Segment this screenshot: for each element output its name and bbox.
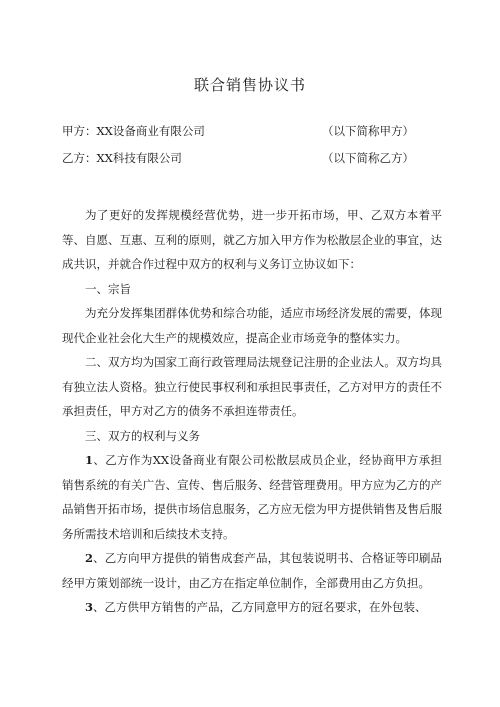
party-a-name: XX设备商业有限公司 <box>96 124 205 138</box>
party-a-alias: （以下简称甲方） <box>322 124 414 138</box>
section-3-heading: 三、双方的权利与义务 <box>85 428 200 443</box>
clause-1-paragraph <box>62 448 442 546</box>
intro-paragraph: 为了更好的发挥规模经营优势，进一步开拓市场，甲、乙双方本着平等、自愿、互惠、互利的原则，就乙方加入甲方作为松散层企业的事宜，达成共识，并就合作过程中双方的权利与义务订立协议如下： <box>62 208 442 271</box>
section-1-heading: 一、宗旨 <box>85 281 131 296</box>
party-b-label: 乙方： <box>62 151 97 165</box>
section-2-paragraph: 二、双方均为国家工商行政管理局法规登记注册的企业法人。双方均具有独立法人资格。独立行使民事权利和承担民事责任，乙方对甲方的责任不承担责任，甲方对乙方的债务不承担连带责任。 <box>62 355 442 418</box>
party-a-label: 甲方： <box>62 124 97 138</box>
clause-3-paragraph <box>62 595 442 620</box>
clause-1-text: 、乙方作为XX设备商业有限公司松散层成员企业，经协商甲方承担销售系统的有关广告、宣传、售后服务、经营管理费用。甲方应为乙方的产品销售开拓市场，提供市场信息服务，乙方应无偿为甲方提供销售及售后服务所需技术培训和后续技术支持。 <box>62 453 442 541</box>
party-b-alias: （以下简称乙方） <box>322 151 414 165</box>
clause-2-paragraph <box>62 546 442 595</box>
clause-3-text: 、乙方供甲方销售的产品，乙方同意甲方的冠名要求，在外包装、 <box>93 600 427 614</box>
clause-2-number: 2 <box>85 551 94 565</box>
clause-3-number: 3 <box>85 600 94 614</box>
document-title: 联合销售协议书 <box>193 76 306 94</box>
party-b-line <box>62 150 442 166</box>
clause-2-text: 、乙方向甲方提供的销售成套产品，其包装说明书、合格证等印刷品经甲方策划部统一设计，由乙方在指定单位制作，全部费用由乙方负担。 <box>62 551 442 590</box>
document-body <box>62 203 442 620</box>
clause-1-number: 1 <box>85 453 94 467</box>
party-a-line <box>62 123 442 139</box>
section-1-paragraph: 为充分发挥集团群体优势和综合功能，适应市场经济发展的需要，体现现代企业社会化大生产的规模效应，提高企业市场竞争的整体实力。 <box>62 306 442 345</box>
party-b-name: XX科技有限公司 <box>96 151 182 165</box>
